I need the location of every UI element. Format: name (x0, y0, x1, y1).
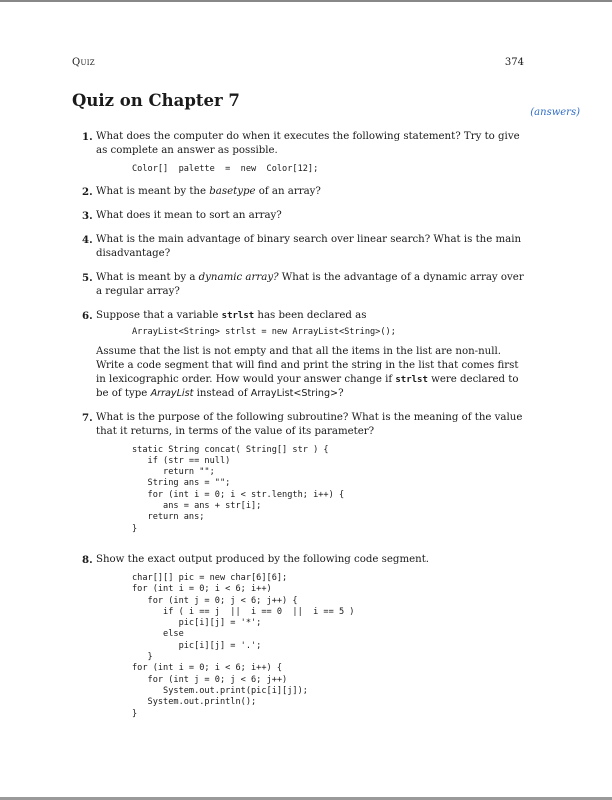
code-variable: strlst (221, 311, 255, 322)
question-number: 5. (82, 272, 93, 285)
type-name: ArrayList<String> (250, 387, 339, 399)
code-variable: strlst (395, 374, 428, 385)
code-block: Color[] palette = new Color[12]; (132, 164, 319, 174)
section-label: Quiz (72, 57, 95, 68)
question-text: What does the computer do when it executes the following statement? Try to give as complete an answer as possible. (96, 131, 520, 156)
question-6 (82, 309, 525, 400)
question-number: 1. (82, 131, 93, 143)
question-number: 4. (82, 234, 93, 247)
code-block: ArrayList<String> strlst = new ArrayList<String>(); (132, 327, 396, 338)
question-text: What is the main advantage of binary search over linear search? What is the main disadvantage? (96, 234, 522, 260)
question-text: Show the exact output produced by the following code segment. (96, 553, 430, 565)
question-4 (82, 233, 525, 261)
question-number: 7. (82, 411, 93, 424)
question-7 (82, 411, 525, 535)
question-8 (82, 553, 525, 720)
emphasis-term: dynamic array? (198, 272, 279, 284)
question-text: What is the purpose of the following subroutine? What is the meaning of the value that it returns, in terms of the value of its parameter? (96, 411, 523, 437)
question-2 (82, 185, 525, 199)
top-border (0, 0, 612, 2)
question-1 (82, 130, 525, 175)
question-paragraph: Assume that the list is not empty and that all the items in the list are non-null. Write a code segment that will find and print the string in the list that comes first in lexicographic order. How would your answer change if strlst were declared to be of type ArrayList instead of ArrayList<String>? (96, 345, 519, 399)
emphasis-term: basetype (209, 186, 256, 198)
question-text: What is meant by a dynamic array? What is the advantage of a dynamic array over a regular array? (96, 272, 524, 298)
answers-link[interactable]: (answers) (530, 107, 580, 118)
code-block: static String concat( String[] str ) { if (str == null) return ""; String ans = ""; for (int i = 0; i < str.length; i++) { ans = ans + str[i]; return ans; } (132, 444, 345, 534)
question-list (82, 130, 525, 730)
question-number: 8. (82, 553, 93, 566)
page-number: 374 (504, 57, 524, 68)
question-3 (82, 209, 525, 223)
code-block: char[][] pic = new char[6][6]; for (int i = 0; i < 6; i++) for (int j = 0; j < 6; j++) { if ( i == j || i == 0 || i == 5 ) pic[i][j] = '*'; else pic[i][j] = '.'; } for (int i = 0; i < 6; i++) { for (int j = 0; j < 6; j++) System.out.print(pic[i][j]); System.out.println(); } (132, 572, 355, 719)
question-5 (82, 271, 525, 299)
question-number: 6. (82, 310, 93, 323)
type-name: ArrayList (150, 387, 194, 399)
question-number: 2. (82, 186, 93, 199)
question-text: Suppose that a variable strlst has been declared as (96, 310, 367, 322)
question-text: What is meant by the basetype of an array? (96, 186, 321, 198)
question-number: 3. (82, 210, 93, 223)
question-text: What does it mean to sort an array? (96, 210, 282, 222)
page-title: Quiz on Chapter 7 (72, 91, 240, 110)
